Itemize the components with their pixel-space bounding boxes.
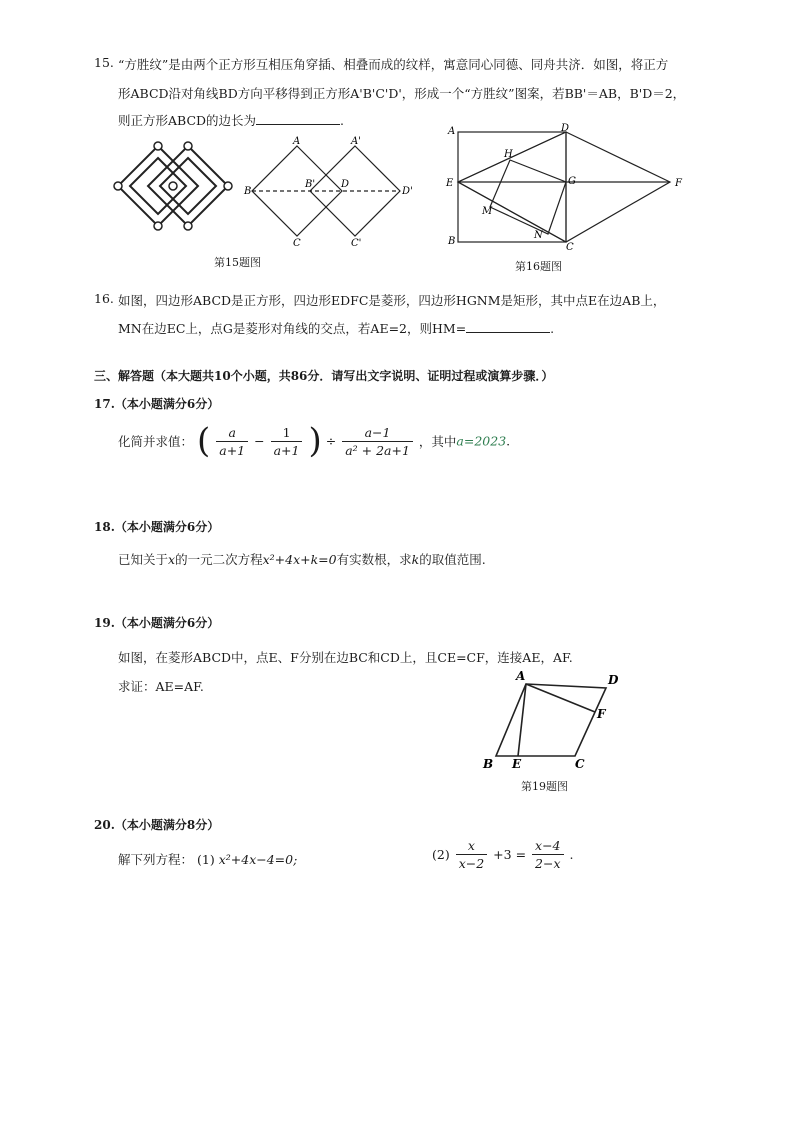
section3-title: 三、解答题（本大题共10个小题，共86分．请写出文字说明、证明过程或演算步骤．） [94,369,554,383]
label-E: E [446,178,454,189]
q17-given-value: a=2023 [456,433,507,449]
q20-part1-equation: x²+4x−4=0; [218,852,298,867]
q20-plus3: +3 = [493,847,527,862]
label-C': C' [351,238,362,249]
label-C: C [575,757,585,771]
label-D: D [608,673,619,687]
label-D: D [341,179,350,190]
q16-answer-blank[interactable] [466,320,550,333]
label-D: D [561,123,570,134]
q19-figure [478,666,623,776]
label-M: M [482,206,493,217]
q20-part1-label: (1) [197,852,215,867]
q16-line2-end: . [550,321,555,336]
left-paren: ( [197,421,211,461]
q15-figure-pattern [110,138,240,238]
q17-fraction-2: $\frac{1}{a+1}$ [271,425,303,458]
q17-minus: − [254,433,265,449]
q15-line3-end: . [340,113,345,128]
q19-line1: 如图，在菱形ABCD中，点E、F分别在边BC和CD上，且CE=CF，连接AE，AF. [118,650,573,665]
q16-line2 [118,319,554,337]
label-C: C [566,242,574,253]
q15-caption: 第15题图 [214,256,261,269]
q15-answer-blank[interactable] [256,112,340,125]
label-F: F [597,707,606,721]
q15-line2: 形ABCD沿对角线BD方向平移得到正方形A'B'C'D'，形成一个“方胜纹”图案，若BB'＝AB，B'D＝2， [118,86,686,101]
q17-end: . [506,433,511,449]
label-N: N [534,230,543,241]
label-B: B [483,757,494,771]
q18-header: 18.（本小题满分6分） [94,520,220,534]
label-A': A' [351,136,361,147]
label-E: E [512,757,522,771]
q17-suffix: ，其中 [418,434,457,449]
q17-fraction-1: $\frac{a}{a+1}$ [216,425,248,458]
q20-part1 [118,850,297,868]
label-B: B [244,186,252,197]
q19-header: 19.（本小题满分6分） [94,616,220,630]
q16-figure [440,122,690,253]
q17-header: 17.（本小题满分6分） [94,397,220,411]
label-B: B [448,236,456,247]
q20-part2-label: (2) [432,847,450,862]
q17-divide: ÷ [325,433,337,449]
label-F: F [675,178,682,189]
var-k: k [411,552,420,567]
q16-caption: 第16题图 [515,260,562,273]
q20-part2 [432,838,573,871]
label-C: C [293,238,301,249]
label-B': B' [305,179,316,190]
q20-fraction-1: $\frac{x}{x-2}$ [456,838,487,871]
rectangle-HGNM [490,160,566,234]
q16-line2-text: MN在边EC上，点G是菱形对角线的交点，若AE=2，则HM= [118,321,467,336]
q19-line2: 求证：AE=AF. [118,679,204,694]
right-paren: ) [308,421,322,461]
q19-caption: 第19题图 [521,780,568,793]
segment-AF [526,684,595,712]
q20-fraction-2: $\frac{x-4}{2-x}$ [532,838,563,871]
label-H: H [504,149,513,160]
q15-line1: “方胜纹”是由两个正方形互相压角穿插、相叠而成的纹样，寓意同心同德、同舟共济．如图，将正方 [118,57,669,72]
q15-figure-squares [245,136,420,248]
q15-number: 15. [94,55,114,70]
q20-end: . [569,847,574,862]
q18-equation: x²+4x+k=0 [262,552,337,567]
label-A: A [448,126,456,137]
q20-prefix: 解下列方程： [118,852,194,867]
q17-prefix: 化简并求值： [118,434,194,449]
q20-header: 20.（本小题满分8分） [94,818,220,832]
label-A: A [293,136,301,147]
q17-expression [118,421,511,461]
q15-line3 [118,111,344,129]
q15-line3-text: 则正方形ABCD的边长为 [118,113,257,128]
q18-text: 已知关于x的一元二次方程x²+4x+k=0有实数根，求k的取值范围. [118,552,486,567]
q17-fraction-3: $\frac{a-1}{\text{a² + 2a+1}}$ [342,425,413,458]
q16-number: 16. [94,291,114,306]
label-A: A [516,669,526,683]
segment-EC [458,182,566,242]
var-x: x [168,552,176,567]
q16-line1: 如图，四边形ABCD是正方形，四边形EDFC是菱形，四边形HGNM是矩形，其中点E在边AB上， [118,293,666,308]
label-G: G [568,176,576,187]
label-D': D' [402,186,413,197]
